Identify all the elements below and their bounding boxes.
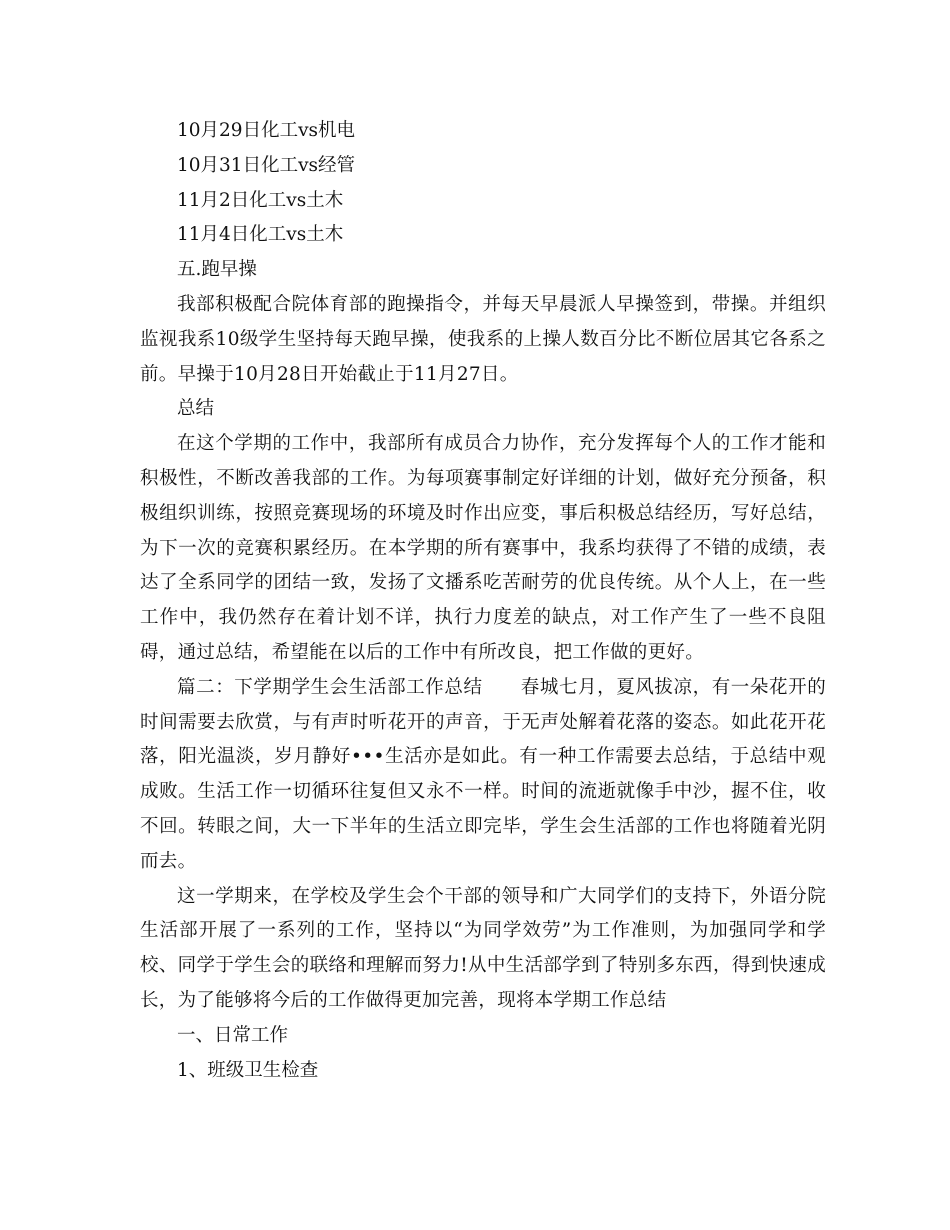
subsection-heading-class-hygiene: 1、班级卫生检查 [177,1059,319,1081]
paragraph-part-two-intro: 篇二：下学期学生会生活部工作总结 春城七月，夏风拔凉，有一朵花开的时间需要去欣赏，与有声时听花开的声音，于无声处解着花落的姿态。如此花开花落，阳光温淡，岁月静好•••生活亦是如此。有一种工作需要去总结，于总结中观成败。生活工作一切循环往复但又永不一样。时间的流逝就像手中沙，握不住，收不回。转眼之间，大一下半年的生活立即完毕，学生会生活部的工作也将随着光阴而去。 [140,676,826,872]
section-heading-morning-exercise: 五.跑早操 [177,259,257,281]
schedule-line-2: 10月31日化工vs经管 [177,154,356,176]
section-heading-daily-work: 一、日常工作 [177,1024,289,1046]
schedule-line-4: 11月4日化工vs土木 [177,224,344,246]
schedule-line-3: 11月2日化工vs土木 [177,189,344,211]
paragraph-semester-overview: 这一学期来，在学校及学生会个干部的领导和广大同学们的支持下，外语分院生活部开展了一系列的工作，坚持以“为同学效劳”为工作准则，为加强同学和学校、同学于学生会的联络和理解而努力!从中生活部学到了特别多东西，得到快速成长，为了能够将今后的工作做得更加完善，现将本学期工作总结 [140,885,826,1011]
paragraph-morning-exercise: 我部积极配合院体育部的跑操指令，并每天早晨派人早操签到，带操。并组织监视我系10级学生坚持每天跑早操，使我系的上操人数百分比不断位居其它各系之前。早操于10月28日开始截止于11月27日。 [140,293,826,385]
document-body [140,114,826,1088]
paragraph-summary: 在这个学期的工作中，我部所有成员合力协作，充分发挥每个人的工作才能和积极性，不断改善我部的工作。为每项赛事制定好详细的计划，做好充分预备，积极组织训练，按照竞赛现场的环境及时作出应变，事后积极总结经历，写好总结，为下一次的竞赛积累经历。在本学期的所有赛事中，我系均获得了不错的成绩，表达了全系同学的团结一致，发扬了文播系吃苦耐劳的优良传统。从个人上，在一些工作中，我仍然存在着计划不详，执行力度差的缺点，对工作产生了一些不良阻碍，通过总结，希望能在以后的工作中有所改良，把工作做的更好。 [140,433,826,663]
schedule-line-1: 10月29日化工vs机电 [177,120,356,141]
section-heading-summary: 总结 [177,398,215,420]
